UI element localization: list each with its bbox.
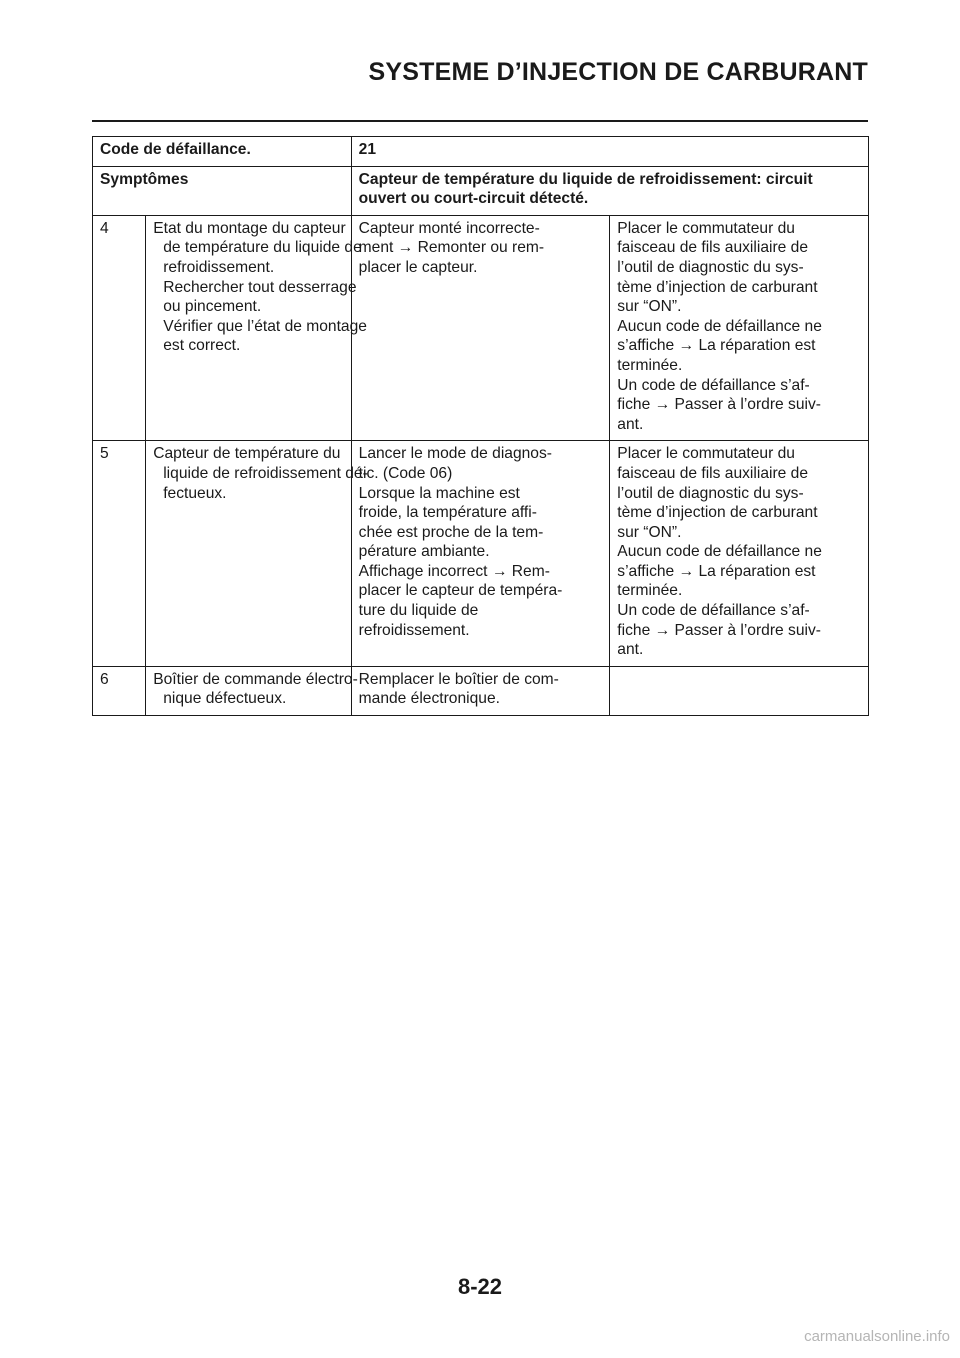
item-cell — [146, 666, 358, 715]
item-cell — [146, 441, 368, 667]
fault-code-row — [93, 137, 869, 167]
step-number: 6 — [93, 666, 146, 715]
text-line: tic. (Code 06) — [358, 464, 453, 482]
text-line: faisceau de fils auxiliaire de — [617, 464, 808, 482]
symptoms-label: Symptômes — [93, 166, 352, 215]
text-line: Affichage incorrect → Rem- — [358, 562, 550, 580]
page-number: 8-22 — [457, 1274, 503, 1299]
text-line: Placer le commutateur du — [617, 219, 795, 237]
fault-code-label: Code de défaillance. — [93, 137, 352, 167]
text-line: Lorsque la machine est — [358, 484, 520, 502]
text-line: tème d’injection de carburant — [617, 504, 818, 522]
text-line: refroidissement. — [163, 258, 275, 276]
text-line: Capteur monté incorrecte- — [358, 219, 540, 237]
text-line: Capteur de température du liquide de refroidissement: circuit — [358, 170, 813, 188]
text-line: refroidissement. — [358, 621, 470, 639]
text-line: ouvert ou court-circuit détecté. — [358, 190, 589, 208]
text-line: de température du liquide de — [163, 239, 362, 257]
text-line: Aucun code de défaillance ne — [617, 543, 822, 561]
text-line: Rechercher tout desserrage — [163, 278, 357, 296]
title-rule — [92, 120, 868, 122]
text-line: l’outil de diagnostic du sys- — [617, 258, 804, 276]
fault-code-value — [351, 137, 868, 167]
step-number: 4 — [93, 215, 146, 441]
watermark: carmanualsonline.info — [804, 1328, 950, 1345]
text-line: Lancer le mode de diagnos- — [358, 445, 552, 463]
text-line: mande électronique. — [358, 690, 500, 708]
action-cell — [351, 441, 610, 667]
text-line: 21 — [358, 141, 377, 158]
text-line: chée est proche de la tem- — [358, 523, 544, 541]
step-number: 5 — [93, 441, 146, 667]
text-line: Placer le commutateur du — [617, 445, 795, 463]
item-cell — [146, 215, 367, 441]
text-line: placer le capteur. — [358, 258, 478, 276]
text-line: terminée. — [617, 582, 683, 600]
text-line: placer le capteur de tempéra- — [358, 582, 563, 600]
text-line: ou pincement. — [163, 298, 262, 316]
symptoms-row — [93, 166, 869, 215]
text-line: fiche → Passer à l’ordre suiv- — [617, 621, 821, 639]
text-line: sur “ON”. — [617, 298, 682, 316]
text-line: pérature ambiante. — [358, 543, 490, 561]
table-row — [93, 441, 869, 667]
check-cell — [610, 666, 869, 715]
text-line: Aucun code de défaillance ne — [617, 317, 822, 335]
text-line: Etat du montage du capteur — [153, 219, 346, 237]
page-title: SYSTEME D’INJECTION DE CARBURANT — [368, 58, 868, 86]
text-line: sur “ON”. — [617, 523, 682, 541]
action-cell — [351, 215, 610, 441]
diagnostic-table — [92, 136, 869, 716]
text-line: fectueux. — [163, 484, 227, 502]
text-line: fiche → Passer à l’ordre suiv- — [617, 396, 821, 414]
text-line: est correct. — [163, 337, 241, 355]
text-line: froide, la température affi- — [358, 504, 537, 522]
text-line: tème d’injection de carburant — [617, 278, 818, 296]
text-line: Un code de défaillance s’af- — [617, 376, 810, 394]
text-line: l’outil de diagnostic du sys- — [617, 484, 804, 502]
symptoms-value — [351, 166, 868, 215]
text-line: faisceau de fils auxiliaire de — [617, 239, 808, 257]
text-line: Boîtier de commande électro- — [153, 670, 358, 688]
text-line: Vérifier que l’état de montage — [163, 317, 367, 335]
text-line: ant. — [617, 641, 644, 659]
check-cell — [610, 215, 869, 441]
action-cell — [351, 666, 610, 715]
text-line: nique défectueux. — [163, 690, 287, 708]
text-line: terminée. — [617, 356, 683, 374]
text-line: s’affiche → La réparation est — [617, 562, 816, 580]
check-cell — [610, 441, 869, 667]
text-line: liquide de refroidissement dé- — [163, 464, 368, 482]
text-line: ant. — [617, 415, 644, 433]
table-row — [93, 666, 869, 715]
text-line: Remplacer le boîtier de com- — [358, 670, 559, 688]
text-line: s’affiche → La réparation est — [617, 337, 816, 355]
text-line: Capteur de température du — [153, 445, 341, 463]
text-line: ment → Remonter ou rem- — [358, 239, 545, 257]
text-line: ture du liquide de — [358, 602, 479, 620]
table-row — [93, 215, 869, 441]
text-line: Un code de défaillance s’af- — [617, 602, 810, 620]
